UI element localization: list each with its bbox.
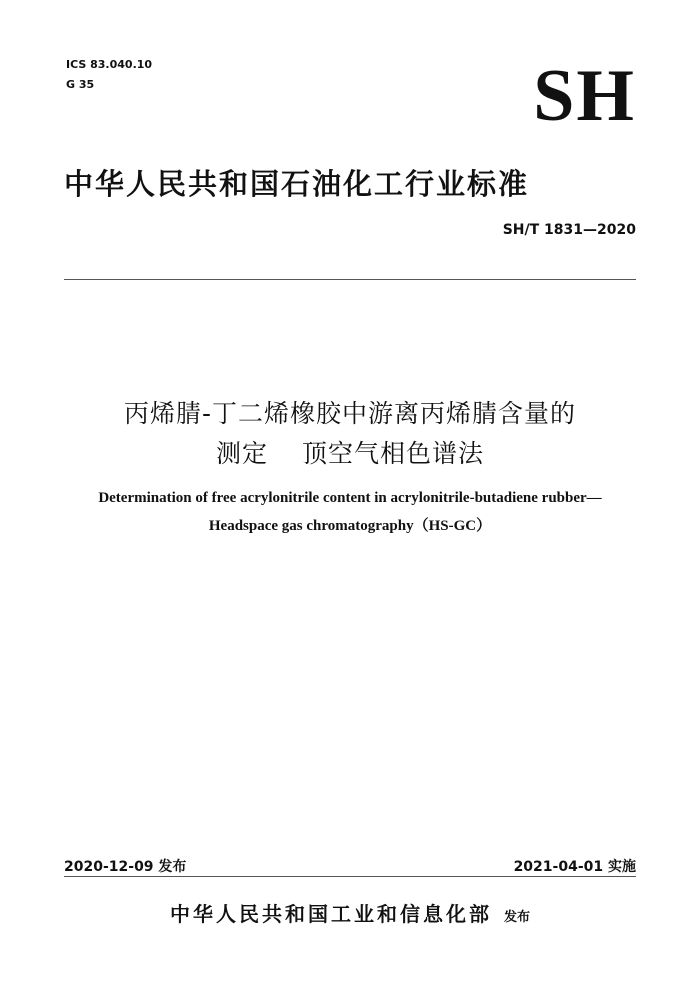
issuer-name: 中华人民共和国工业和信息化部: [169, 902, 492, 926]
title-chinese-line-2: [0, 434, 700, 470]
implementation-date: 2021-04-01 实施: [513, 859, 636, 875]
top-divider: [64, 279, 636, 280]
standard-number: SH/T 1831—2020: [502, 222, 636, 238]
title-chinese-part-2: 顶空气相色谱法: [302, 439, 485, 468]
ics-code: ICS 83.040.10: [66, 58, 153, 71]
sh-logo: SH: [533, 55, 636, 137]
title-english-line-1: Determination of free acrylonitrile content in acrylonitrile-butadiene rubber—: [98, 490, 602, 506]
bottom-divider: [64, 876, 636, 877]
issuer-action: 发布: [503, 910, 530, 925]
issuer-line: [0, 898, 700, 927]
title-english-line-2: Headspace gas chromatography（HS-GC）: [208, 518, 492, 534]
organization-title: 中华人民共和国石油化工行业标准: [64, 167, 530, 201]
title-chinese-line-1: 丙烯腈-丁二烯橡胶中游离丙烯腈含量的: [123, 399, 577, 428]
ccs-code: G 35: [66, 78, 95, 91]
issue-date: 2020-12-09 发布: [64, 859, 187, 875]
title-chinese-part-1: 测定: [215, 439, 268, 468]
